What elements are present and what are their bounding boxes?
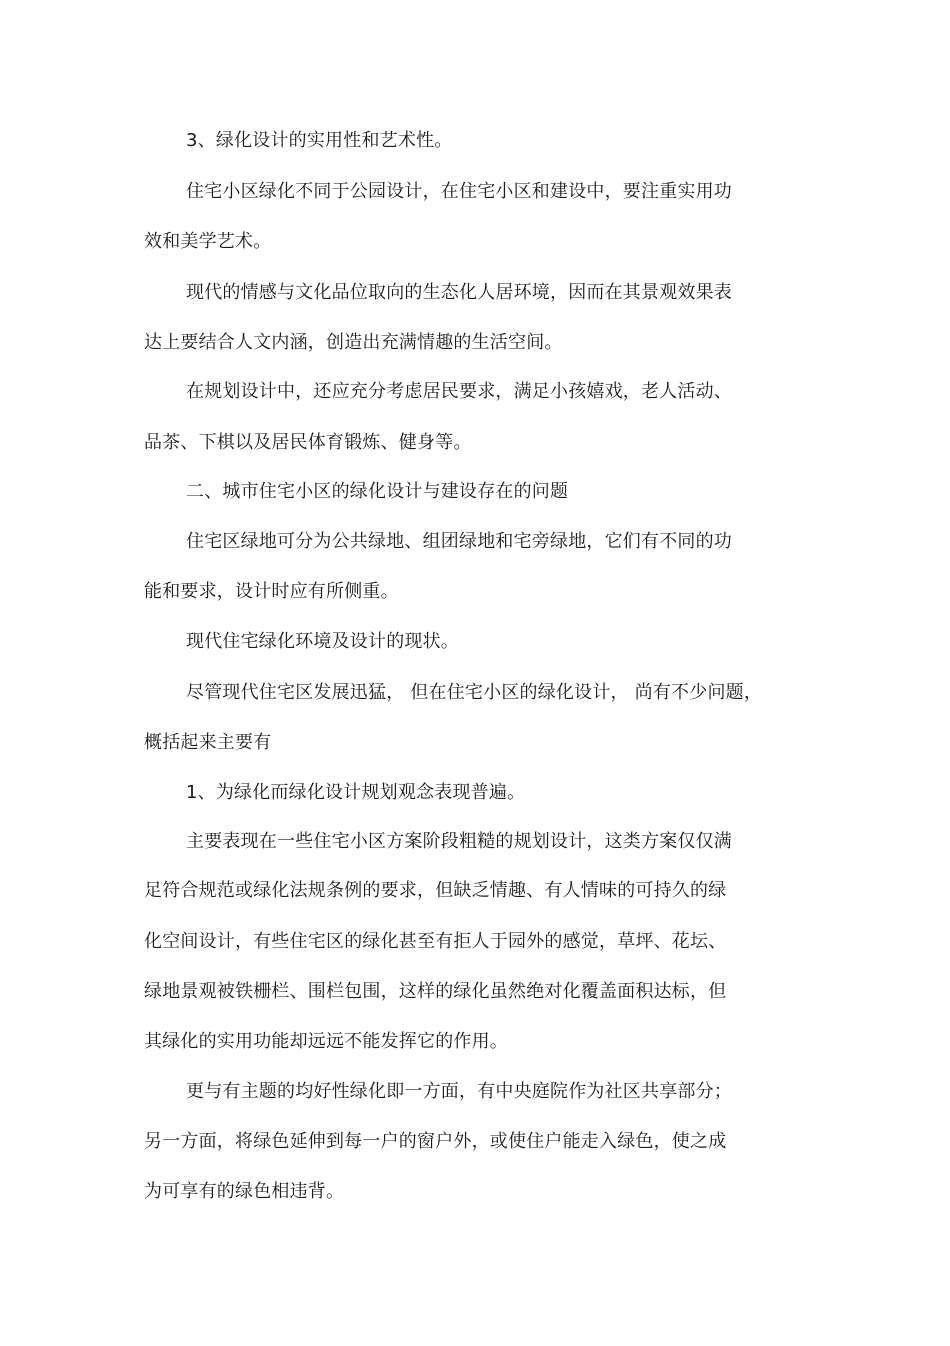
paragraph-line: 效和美学艺术。: [144, 231, 272, 252]
section-heading: 二、城市住宅小区的绿化设计与建设存在的问题: [186, 481, 569, 502]
paragraph-line: 化空间设计，有些住宅区的绿化甚至有拒人于园外的感觉，草坪、花坛、: [144, 931, 727, 952]
paragraph-line: 尽管现代住宅区发展迅猛， 但在住宅小区的绿化设计， 尚有不少问题，: [186, 682, 763, 703]
paragraph-line: 现代住宅绿化环境及设计的现状。: [186, 631, 459, 652]
paragraph-line: 能和要求，设计时应有所侧重。: [144, 581, 399, 602]
paragraph-line: 绿地景观被铁栅栏、围栏包围，这样的绿化虽然绝对化覆盖面积达标，但: [144, 981, 727, 1002]
paragraph-line: 1、为绿化而绿化设计规划观念表现普遍。: [186, 782, 526, 803]
paragraph-line: 为可享有的绿色相违背。: [144, 1181, 345, 1202]
paragraph-line: 现代的情感与文化品位取向的生态化人居环境，因而在其景观效果表: [186, 282, 732, 303]
paragraph-line: 住宅小区绿化不同于公园设计，在住宅小区和建设中，要注重实用功: [186, 181, 732, 202]
paragraph-line: 足符合规范或绿化法规条例的要求，但缺乏情趣、有人情味的可持久的绿: [144, 880, 727, 901]
paragraph-line: 另一方面，将绿色延伸到每一户的窗户外，或使住户能走入绿色，使之成: [144, 1131, 727, 1152]
paragraph-line: 其绿化的实用功能却远远不能发挥它的作用。: [144, 1031, 508, 1052]
paragraph-line: 概括起来主要有: [144, 732, 272, 753]
paragraph-line: 更与有主题的均好性绿化即一方面，有中央庭院作为社区共享部分；: [186, 1081, 732, 1102]
paragraph-line: 品茶、下棋以及居民体育锻炼、健身等。: [144, 432, 472, 453]
paragraph-line: 3、绿化设计的实用性和艺术性。: [186, 130, 453, 151]
paragraph-line: 住宅区绿地可分为公共绿地、组团绿地和宅旁绿地，它们有不同的功: [186, 531, 732, 552]
paragraph-line: 主要表现在一些住宅小区方案阶段粗糙的规划设计，这类方案仅仅满: [186, 831, 732, 852]
paragraph-line: 在规划设计中，还应充分考虑居民要求，满足小孩嬉戏，老人活动、: [186, 381, 732, 402]
paragraph-line: 达上要结合人文内涵，创造出充满情趣的生活空间。: [144, 332, 563, 353]
